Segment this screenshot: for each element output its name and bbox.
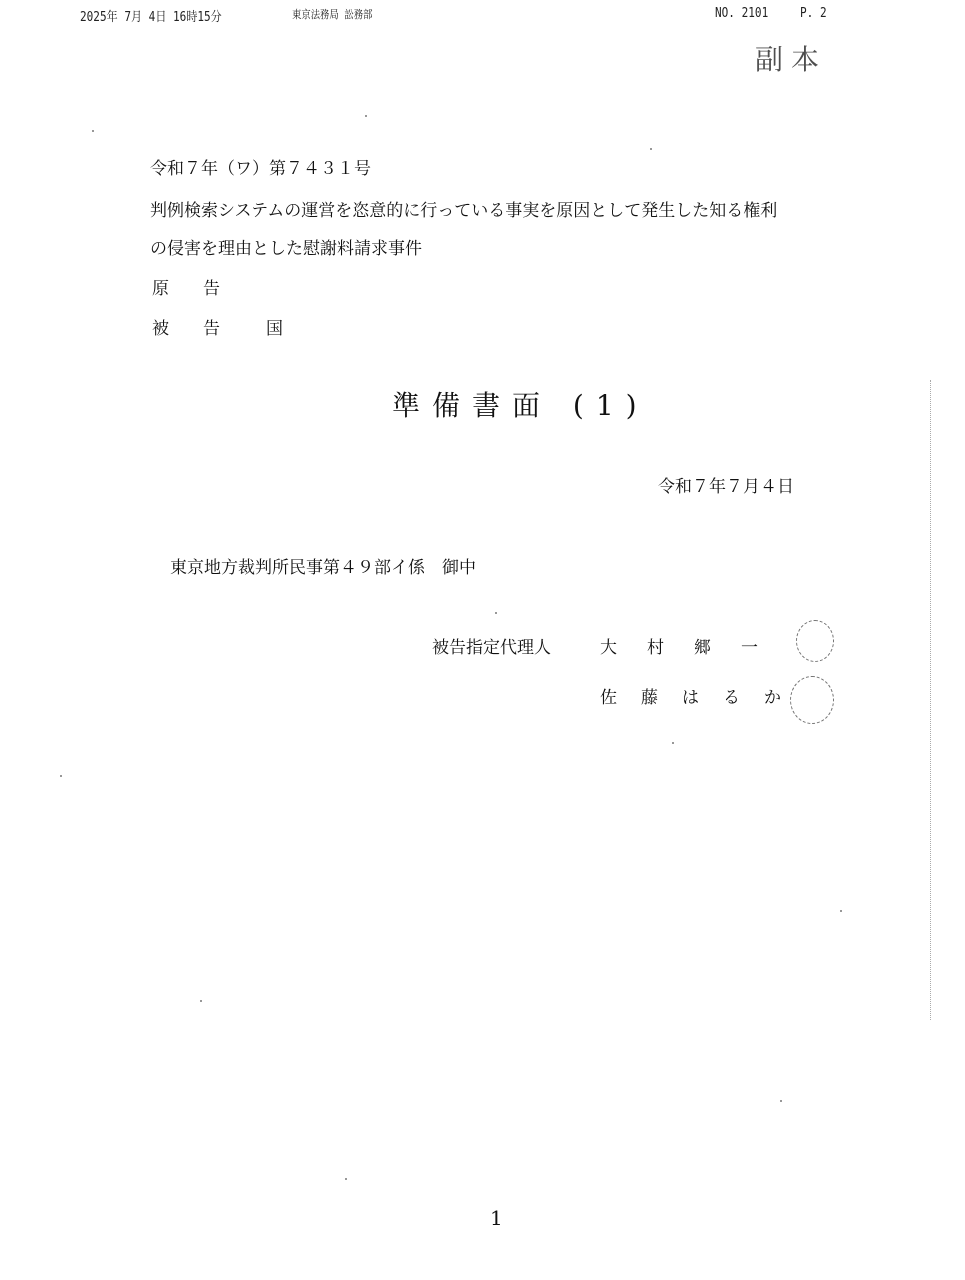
scan-speck bbox=[840, 910, 842, 912]
fax-number: NO. 2101 bbox=[715, 6, 769, 21]
defendant-label: 被告 bbox=[152, 319, 254, 339]
case-number: 令和７年（ワ）第７４３１号 bbox=[150, 159, 371, 179]
agent-name-2: 佐藤はるか bbox=[600, 688, 805, 708]
document-date: 令和７年７月４日 bbox=[658, 477, 794, 497]
scan-speck bbox=[200, 1000, 202, 1002]
scan-speck bbox=[365, 115, 367, 117]
scan-speck bbox=[650, 148, 652, 150]
page-number: 1 bbox=[490, 1206, 503, 1230]
seal-stamp-icon bbox=[796, 620, 834, 662]
scan-speck bbox=[672, 742, 674, 744]
fax-page: P. 2 bbox=[800, 6, 827, 21]
document-title: 準備書面 (1) bbox=[392, 389, 649, 422]
plaintiff-label: 原告 bbox=[152, 279, 254, 299]
scan-speck bbox=[345, 1178, 347, 1180]
fax-datetime: 2025年 7月 4日 16時15分 bbox=[80, 10, 222, 25]
agent-name-1: 大村郷一 bbox=[600, 638, 788, 658]
case-name-line-1: 判例検索システムの運営を恣意的に行っている事実を原因として発生した知る権利 bbox=[150, 201, 778, 221]
defendant-name: 国 bbox=[266, 319, 283, 339]
scan-edge-line bbox=[930, 380, 931, 1020]
seal-stamp-icon bbox=[790, 676, 834, 724]
scan-speck bbox=[780, 1100, 782, 1102]
scan-speck bbox=[92, 130, 94, 132]
addressee-court: 東京地方裁判所民事第４９部イ係 御中 bbox=[170, 558, 476, 578]
agent-role: 被告指定代理人 bbox=[432, 638, 551, 658]
case-name-line-2: の侵害を理由とした慰謝料請求事件 bbox=[150, 239, 422, 259]
scan-speck bbox=[60, 775, 62, 777]
fax-sender: 東京法務局 訟務部 bbox=[292, 8, 373, 21]
copy-stamp: 副本 bbox=[755, 43, 828, 76]
fax-header bbox=[0, 4, 965, 26]
scan-speck bbox=[495, 612, 497, 614]
